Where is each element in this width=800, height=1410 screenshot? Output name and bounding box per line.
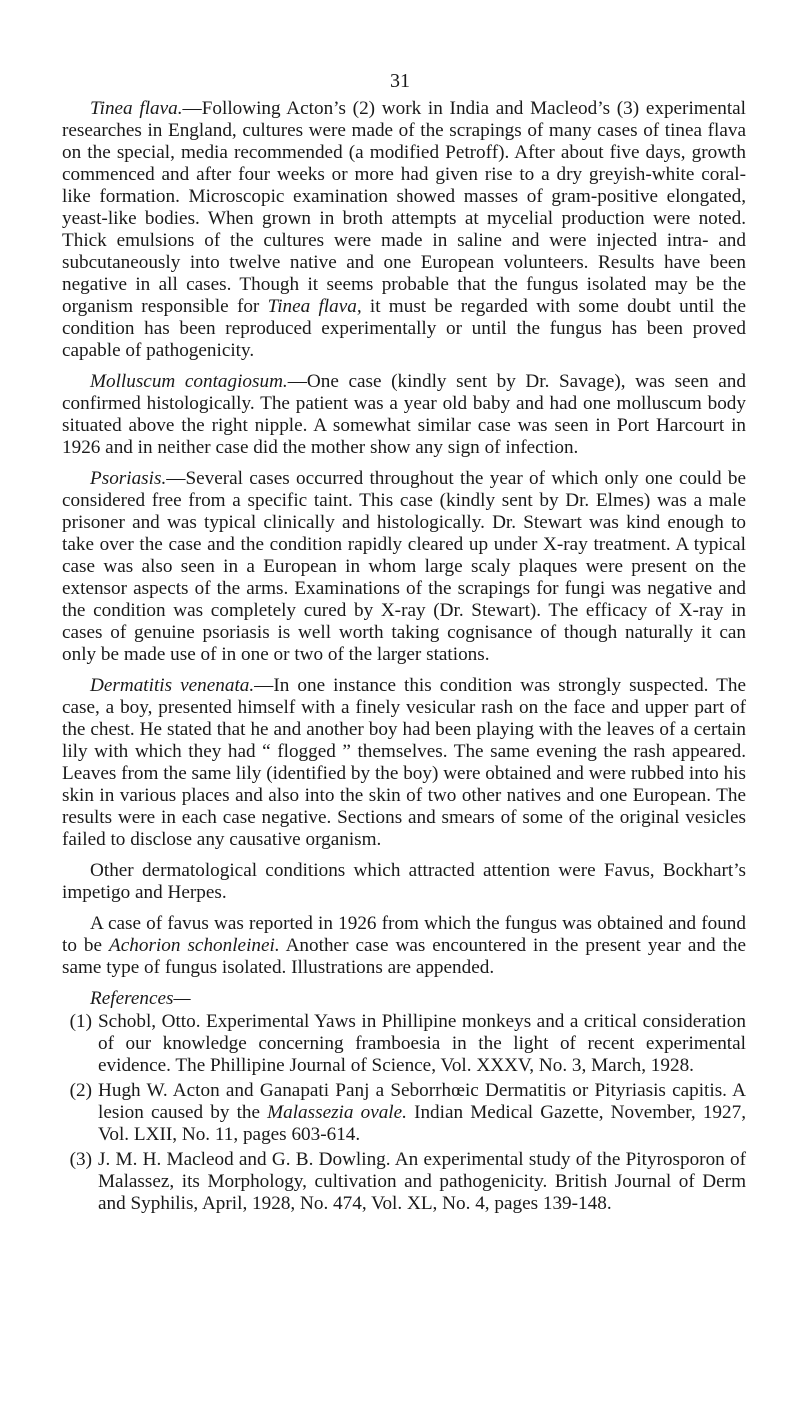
page-body — [62, 98, 746, 1218]
reference-item — [62, 1011, 746, 1077]
paragraph-text: —Following Acton’s (2) work in India and Macleod’s (3) experimental researches in England, cultures were made of the scrapings of many cases of tinea flava on the special, media recommended (a modified Petroff). After about five days, growth commenced and after four weeks or more had given rise to a dry greyish-white coral-like formation. Microscopic examination showed masses of gram-positive elongated, yeast-like bodies. When grown in broth attempts at mycelial production were noted. Thick emulsions of the cultures were made in saline and were injected intra- and subcutaneously into twelve native and one European volunteers. Results have been negative in all cases. Though it seems probable that the fungus isolated may be the organism responsible for — [62, 98, 746, 317]
page-number: 31 — [390, 70, 410, 92]
paragraph-dermatitis-venenata — [62, 675, 746, 851]
reference-italic-term: Malassezia ovale. — [267, 1102, 407, 1123]
reference-text-end: Indian Medical Gazette, November, 1927, Vol. LXII, No. 11, pages 603-614. — [98, 1102, 746, 1145]
paragraph-text: —Several cases occurred throughout the year of which only one could be considered free from a specific taint. This case (kindly sent by Dr. Elmes) was a male prisoner and was typical clinically and histologically. Dr. Stewart was kind enough to take over the case and the condition rapidly cleared up under X-ray treatment. A typical case was also seen in a European in whom large scaly plaques were present on the extensor aspects of the arms. Examinations of the scrapings for fungi was negative and the condition was completely cured by X-ray (Dr. Stewart). The efficacy of X-ray in cases of genuine psoriasis is well worth taking cognisance of though naturally it can only be made use of in one or two of the larger stations. — [62, 468, 746, 665]
paragraph-tinea-flava — [62, 98, 746, 362]
reference-number: (1) — [69, 1011, 92, 1032]
reference-number: (3) — [69, 1149, 92, 1170]
section-title-molluscum: Molluscum contagiosum. — [90, 371, 288, 392]
reference-text: J. M. H. Macleod and G. B. Dowling. An experimental study of the Pityrosporon of Malassez, its Morphology, cultivation and pathogenicity. British Journal of Derm and Syphilis, April, 1928, No. 474, Vol. XL, No. 4, pages 139-148. — [98, 1149, 746, 1214]
reference-text-wrapper — [98, 1080, 746, 1146]
reference-text: Hugh W. Acton and Ganapati Panj a Seborrhœic Dermatitis or Pityriasis capitis. A lesion caused by the — [98, 1080, 746, 1123]
paragraph-text: —One case (kindly sent by Dr. Savage), was seen and confirmed histologically. The patient was a year old baby and had one molluscum body situated above the right nipple. A somewhat similar case was seen in Port Harcourt in 1926 and in neither case did the mother show any sign of infection. — [62, 371, 746, 458]
section-title-psoriasis: Psoriasis. — [90, 468, 167, 489]
reference-text: Schobl, Otto. Experimental Yaws in Phillipine monkeys and a critical consideration of our knowledge concerning framboesia in the light of recent experimental evidence. The Phillipine Journal of Science, Vol. XXXV, No. 3, March, 1928. — [98, 1011, 746, 1076]
paragraph-favus — [62, 913, 746, 979]
paragraph-text: —In one instance this condition was strongly suspected. The case, a boy, presented himself with a finely vesicular rash on the face and upper part of the chest. He stated that he and another boy had been playing with the leaves of a certain lily with which they had “ flogged ” themselves. The same evening the rash appeared. Leaves from the same lily (identified by the boy) were obtained and were rubbed into his skin in various places and also into the skin of two other natives and one European. The results were in each case negative. Sections and smears of some of the original vesicles failed to disclose any causative organism. — [62, 675, 746, 850]
paragraph-text: Other dermatological conditions which attracted attention were Favus, Bockhart’s impetigo and Herpes. — [62, 860, 746, 903]
references-heading: References— — [90, 988, 191, 1009]
inline-italic-term: Tinea flava, — [267, 296, 362, 317]
paragraph-psoriasis — [62, 468, 746, 666]
reference-item — [62, 1080, 746, 1146]
reference-number: (2) — [69, 1080, 92, 1101]
section-title-tinea-flava: Tinea flava. — [90, 98, 183, 119]
section-title-dermatitis-venenata: Dermatitis venenata. — [90, 675, 255, 696]
paragraph-other-conditions — [62, 860, 746, 904]
paragraph-text: A case of favus was reported in 1926 from which the fungus was obtained and found to be — [62, 913, 746, 956]
paragraph-molluscum — [62, 371, 746, 459]
paragraph-text-end: it must be regarded with some doubt until the condition has been reproduced experimentally or until the fungus has been proved capable of pathogenicity. — [62, 296, 746, 361]
reference-item — [62, 1149, 746, 1215]
inline-italic-term: Achorion schonleinei. — [109, 935, 280, 956]
paragraph-text-end: Another case was encountered in the present year and the same type of fungus isolated. Illustrations are appended. — [62, 935, 746, 978]
